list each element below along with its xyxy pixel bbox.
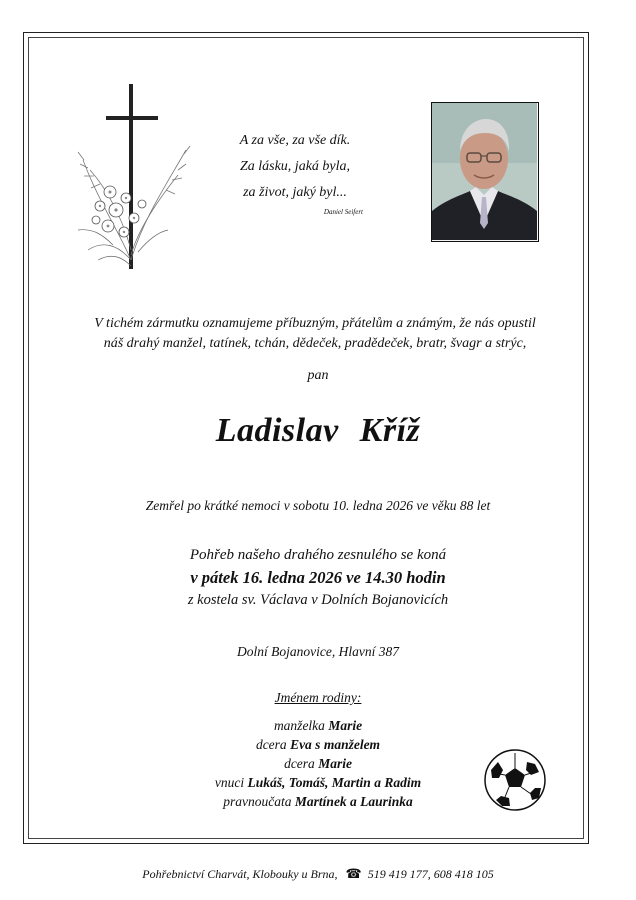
poem-line: za život, jaký byl... xyxy=(243,185,347,200)
family-role: pravnoučata xyxy=(223,794,292,809)
family-role: dcera xyxy=(255,737,287,752)
family-names: Martínek a Laurinka xyxy=(294,794,413,809)
family-role: vnuci xyxy=(214,775,245,790)
family-role: dcera xyxy=(284,756,315,771)
cross-with-flowers-icon xyxy=(68,80,198,280)
funeral-info xyxy=(0,544,636,611)
announcement-line: náš drahý manžel, tatínek, tchán, dědeček, pradědeček, bratr, švagr a strýc, xyxy=(103,336,527,351)
family-names: Lukáš, Tomáš, Martin a Radim xyxy=(247,775,422,790)
deceased-name: Ladislav Kříž xyxy=(215,412,421,449)
death-info: Zemřel po krátké nemoci v sobotu 10. ledna 2026 ve věku 88 let xyxy=(145,498,491,513)
funeral-home-name: Pohřebnictví Charvát, Klobouky u Brna, xyxy=(142,867,338,881)
family-heading xyxy=(0,690,636,706)
footer xyxy=(0,866,636,882)
family-address: Dolní Bojanovice, Hlavní 387 xyxy=(237,644,399,659)
title-word: pan xyxy=(307,368,329,383)
funeral-home-phones: 519 419 177, 608 418 105 xyxy=(367,867,494,881)
family-names: Marie xyxy=(328,718,363,733)
portrait-image xyxy=(432,103,537,240)
announcement-line: V tichém zármutku oznamujeme příbuzným, přátelům a známým, že nás opustil xyxy=(94,316,536,331)
portrait-photo xyxy=(431,102,539,242)
poem-author: Daniel Seifert xyxy=(323,208,363,216)
poem-line: Za lásku, jaká byla, xyxy=(239,159,351,174)
family-names: Marie xyxy=(318,756,352,771)
funeral-location: z kostela sv. Václava v Dolních Bojanovicích xyxy=(187,592,449,608)
funeral-date-time: v pátek 16. ledna 2026 ve 14.30 hodin xyxy=(190,568,446,587)
family-names: Eva s manželem xyxy=(290,737,381,752)
soccer-ball-icon xyxy=(483,748,547,812)
family-member xyxy=(0,716,636,735)
telephone-icon: ☎ xyxy=(345,866,362,881)
funeral-line: Pohřeb našeho drahého zesnulého se koná xyxy=(189,547,447,563)
announcement xyxy=(60,314,570,354)
poem-line: A za vše, za vše dík. xyxy=(239,133,351,148)
family-role: manželka xyxy=(273,718,325,733)
family-heading-text: Jménem rodiny: xyxy=(274,690,362,705)
poem xyxy=(215,128,375,216)
